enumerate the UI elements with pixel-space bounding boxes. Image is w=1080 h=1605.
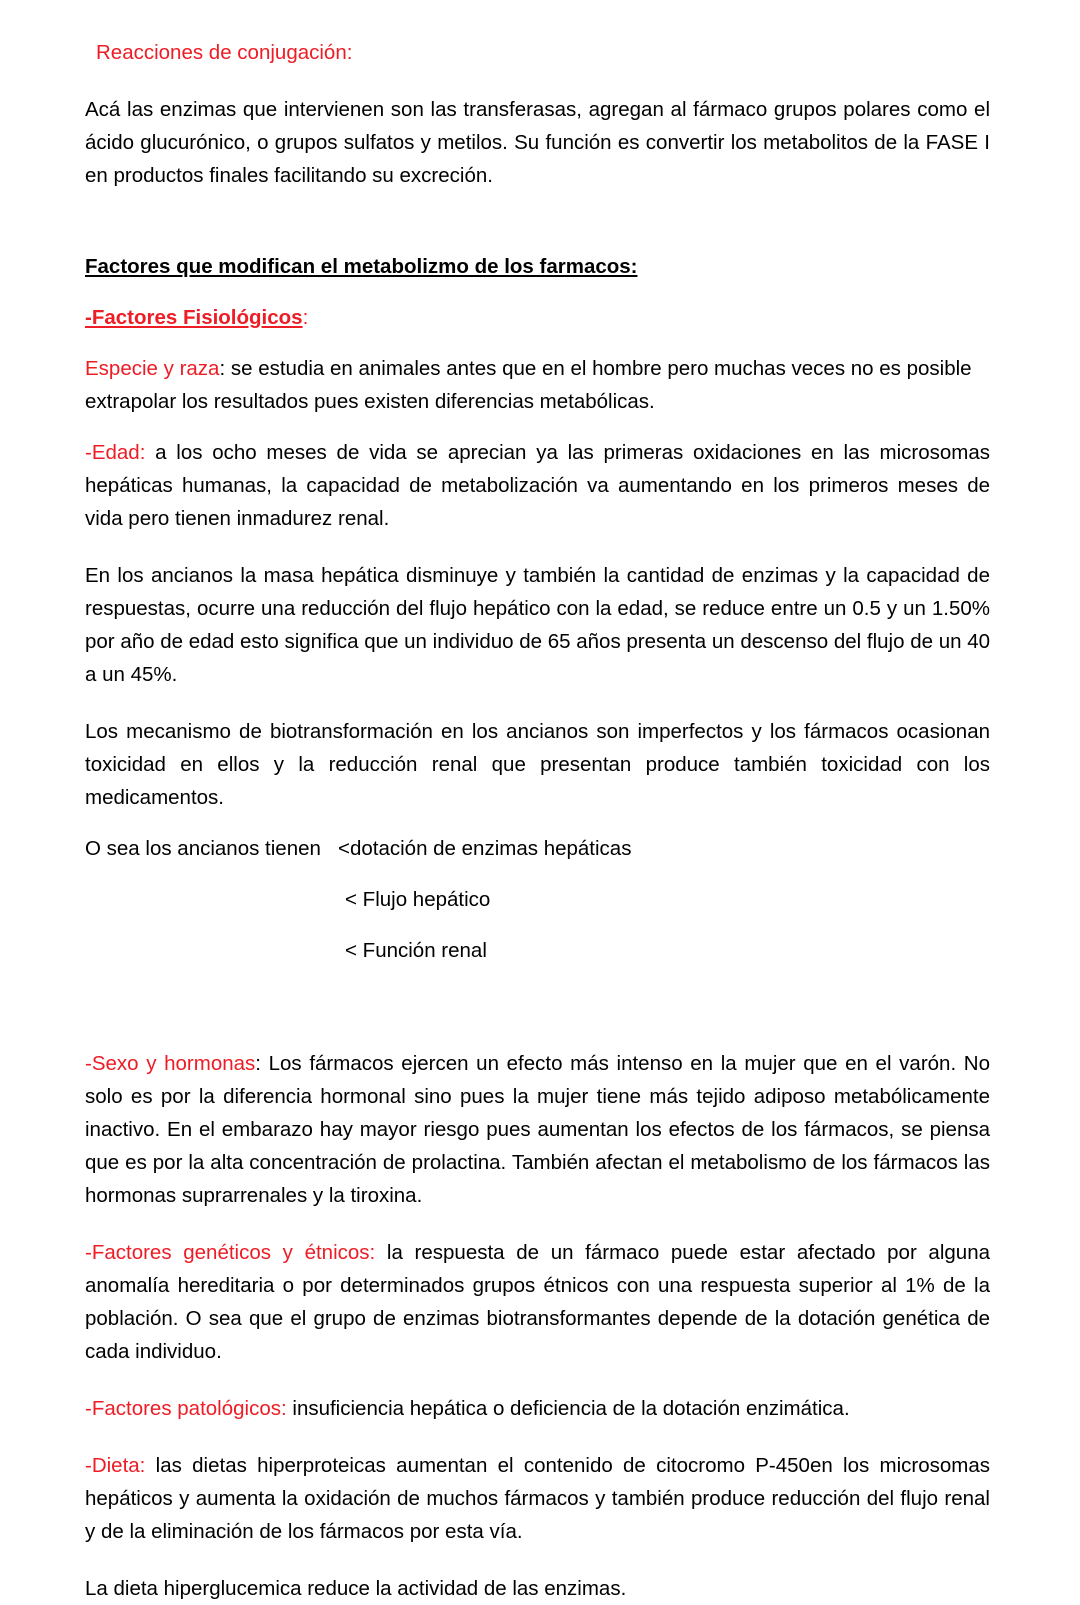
list-item-flujo-hepatico: < Flujo hepático bbox=[345, 888, 491, 911]
paragraph-dieta-body: las dietas hiperproteicas aumentan el contenido de citocromo P-450en los microsomas hepáticos y aumenta la oxidación de muchos fármacos y también produce reducción del flujo renal y de la eliminación de los fármacos por esta vía. bbox=[85, 1454, 990, 1543]
label-sexo-y-hormonas: -Sexo y hormonas bbox=[85, 1052, 256, 1075]
spacer-11 bbox=[85, 1368, 990, 1392]
top-spacer bbox=[85, 0, 990, 36]
paragraph-dieta-hiperglucemica: La dieta hiperglucemica reduce la actividad de las enzimas. bbox=[85, 1577, 627, 1600]
paragraph-mecanismo-biotransformacion: Los mecanismo de biotransformación en los ancianos son imperfectos y los fármacos ocasionan toxicidad en ellos y la reducción renal que presentan produce también toxicidad con los medicamentos. bbox=[85, 720, 990, 809]
label-especie-y-raza: Especie y raza bbox=[85, 357, 220, 380]
spacer-after-heading bbox=[85, 69, 990, 93]
paragraph-conjugacion-body: Acá las enzimas que intervienen son las transferasas, agregan al fármaco grupos polares como el ácido glucurónico, o grupos sulfatos y metilos. Su función es convertir los metabolitos de la FASE I en productos finales facilitando su excreción. bbox=[85, 98, 990, 187]
paragraph-especie-y-raza bbox=[85, 352, 990, 418]
paragraph-dieta bbox=[85, 1449, 990, 1548]
heading-factores-metabolizmo bbox=[85, 250, 990, 283]
spacer-9 bbox=[85, 967, 990, 1047]
label-dieta: -Dieta: bbox=[85, 1454, 146, 1477]
subheading-factores-fisiologicos-label: -Factores Fisiológicos bbox=[85, 306, 303, 329]
spacer-4 bbox=[85, 535, 990, 559]
paragraph-especie-y-raza-body: : se estudia en animales antes que en el hombre pero muchas veces no es posible extrapolar los resultados pues existen diferencias metabólicas. bbox=[85, 357, 972, 413]
spacer-5 bbox=[85, 691, 990, 715]
paragraph-edad bbox=[85, 436, 990, 535]
spacer-10 bbox=[85, 1212, 990, 1236]
spacer-before-factores bbox=[85, 192, 990, 250]
subheading-factores-fisiologicos-colon: : bbox=[302, 306, 309, 329]
paragraph-factores-geneticos-etnicos-body: la respuesta de un fármaco puede estar afectado por alguna anomalía hereditaria o por determinados grupos étnicos con una respuesta superior al 1% de la población. O sea que el grupo de enzimas biotransformantes depende de la dotación genética de cada individuo. bbox=[85, 1241, 990, 1363]
paragraph-sexo-y-hormonas-body: : Los fármacos ejercen un efecto más intenso en la mujer que en el varón. No solo es por la diferencia hormonal sino pues la mujer tiene más tejido adiposo metabólicamente inactivo. En el embarazo hay mayor riesgo pues aumentan los efectos de los fármacos, se piensa que es por la alta concentración de prolactina. También afectan el metabolismo de los fármacos las hormonas suprarrenales y la tiroxina. bbox=[85, 1052, 991, 1207]
paragraph-factores-geneticos-etnicos bbox=[85, 1236, 990, 1368]
label-factores-geneticos-etnicos: -Factores genéticos y étnicos: bbox=[85, 1241, 376, 1264]
spacer-12 bbox=[85, 1425, 990, 1449]
spacer-1 bbox=[85, 283, 990, 301]
spacer-3 bbox=[85, 418, 990, 436]
heading-factores-metabolizmo-text: Factores que modifican el metabolizmo de los farmacos: bbox=[85, 255, 638, 278]
spacer-2 bbox=[85, 334, 990, 352]
label-edad: -Edad: bbox=[85, 441, 146, 464]
paragraph-ancianos-masa-hepatica: En los ancianos la masa hepática disminuye y también la cantidad de enzimas y la capacidad de respuestas, ocurre una reducción del flujo hepático con la edad, se reduce entre un 0.5 y un 1.50% por año de edad esto significa que un individuo de 65 años presenta un descenso del flujo de un 40 a un 45%. bbox=[85, 564, 990, 686]
spacer-6 bbox=[85, 814, 990, 832]
subheading-factores-fisiologicos bbox=[85, 301, 990, 334]
list-item-funcion-renal: < Función renal bbox=[345, 939, 487, 962]
paragraph-factores-patologicos-body: insuficiencia hepática o deficiencia de la dotación enzimática. bbox=[286, 1397, 850, 1420]
spacer-13 bbox=[85, 1548, 990, 1572]
label-factores-patologicos: -Factores patológicos: bbox=[85, 1397, 287, 1420]
paragraph-edad-body: a los ocho meses de vida se aprecian ya las primeras oxidaciones en las microsomas hepáticas humanas, la capacidad de metabolización va aumentando en los primeros meses de vida pero tienen inmadurez renal. bbox=[85, 441, 990, 530]
section-heading: Reacciones de conjugación: bbox=[96, 41, 353, 64]
spacer-8 bbox=[85, 916, 990, 934]
paragraph-o-sea-los-ancianos: O sea los ancianos tienen <dotación de enzimas hepáticas bbox=[85, 837, 632, 860]
paragraph-sexo-y-hormonas bbox=[85, 1047, 990, 1212]
spacer-7 bbox=[85, 865, 990, 883]
document-body bbox=[85, 0, 990, 1605]
